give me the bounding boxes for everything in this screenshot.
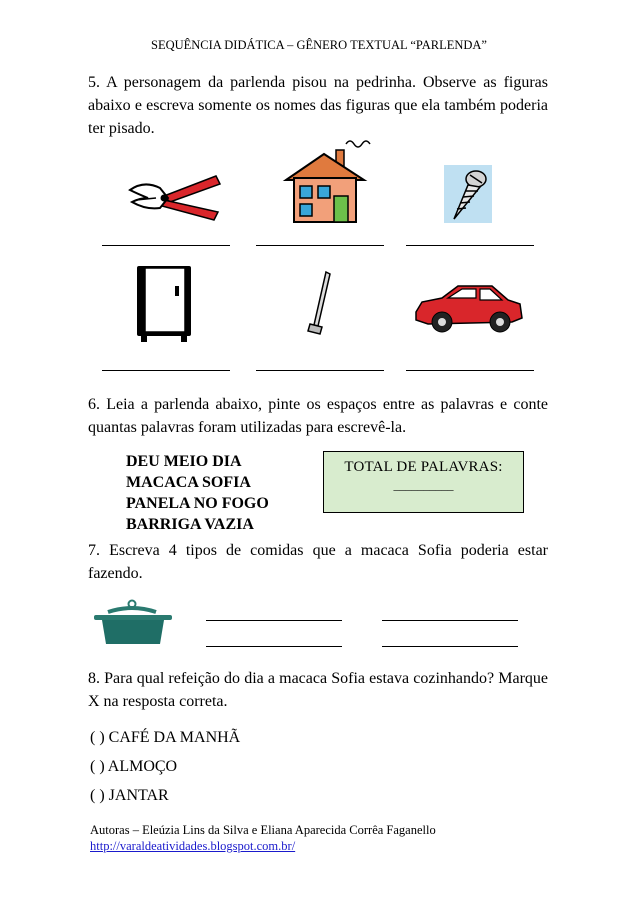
refrigerator-icon <box>135 264 195 344</box>
food-answer-line[interactable] <box>206 646 342 647</box>
food-answer-line[interactable] <box>382 620 518 621</box>
poem-line: PANELA NO FOGO <box>126 495 269 512</box>
option-breakfast[interactable]: ( ) CAFÉ DA MANHÃ <box>90 729 241 746</box>
question-6-text: 6. Leia a parlenda abaixo, pinte os espaços entre as palavras e conte quantas palavras foram utilizadas para escrevê-la. <box>88 396 548 436</box>
answer-line[interactable] <box>406 370 534 371</box>
footer <box>90 822 436 854</box>
food-answer-line[interactable] <box>206 620 342 621</box>
screw-icon <box>444 165 492 223</box>
cooking-pot-icon <box>92 598 174 648</box>
answer-line[interactable] <box>102 370 230 371</box>
question-5-text: 5. A personagem da parlenda pisou na pedrinha. Observe as figuras abaixo e escreva somente os nomes das figuras que ela também poderia ter pisado. <box>88 74 548 137</box>
poem-line: MACACA SOFIA <box>126 474 251 491</box>
question-8-text: 8. Para qual refeição do dia a macaca Sofia estava cozinhando? Marque X na resposta correta. <box>88 670 548 710</box>
word-total-box[interactable] <box>323 451 524 513</box>
answer-line[interactable] <box>256 370 384 371</box>
word-total-blank[interactable]: __________ <box>393 478 454 492</box>
footer-link[interactable]: http://varaldeatividades.blogspot.com.br/ <box>90 839 296 853</box>
option-dinner[interactable]: ( ) JANTAR <box>90 787 169 804</box>
word-total-label: TOTAL DE PALAVRAS: <box>344 459 503 475</box>
parlenda-poem <box>126 451 269 535</box>
answer-line[interactable] <box>406 245 534 246</box>
pliers-icon <box>126 170 226 220</box>
nail-icon <box>300 270 336 338</box>
poem-line: DEU MEIO DIA <box>126 453 242 470</box>
page-header: SEQUÊNCIA DIDÁTICA – GÊNERO TEXTUAL “PARLENDA” <box>151 38 487 52</box>
car-icon <box>412 282 524 336</box>
poem-line: BARRIGA VAZIA <box>126 516 254 533</box>
answer-line[interactable] <box>102 245 230 246</box>
house-icon <box>284 136 374 226</box>
food-answer-line[interactable] <box>382 646 518 647</box>
answer-line[interactable] <box>256 245 384 246</box>
footer-authors: Autoras – Eleúzia Lins da Silva e Eliana Aparecida Corrêa Faganello <box>90 823 436 837</box>
question-7-text: 7. Escreva 4 tipos de comidas que a macaca Sofia poderia estar fazendo. <box>88 542 548 582</box>
option-lunch[interactable]: ( ) ALMOÇO <box>90 758 178 775</box>
